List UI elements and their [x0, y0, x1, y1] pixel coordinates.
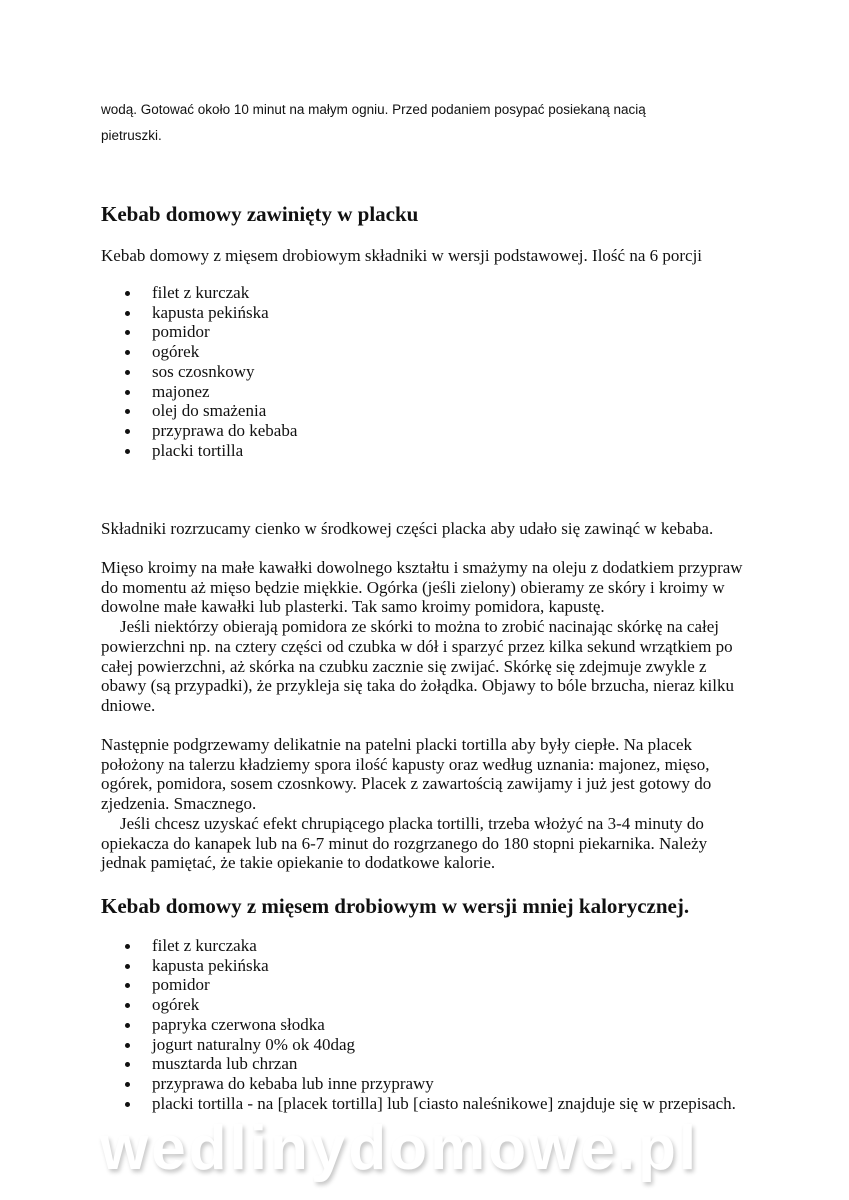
list-item-text: musztarda lub chrzan: [152, 1054, 298, 1074]
list-item: [101, 303, 297, 323]
bullet-icon: [125, 964, 130, 969]
paragraph-1: [101, 519, 801, 539]
paragraph-2: [101, 558, 801, 716]
bullet-icon: [125, 390, 130, 395]
list-item: [101, 342, 297, 362]
list-item-text: kapusta pekińska: [152, 955, 269, 975]
bullet-icon: [125, 983, 130, 988]
bullet-icon: [125, 1043, 130, 1048]
text-line: dowolne małe kawałki lub plasterki. Tak samo kroimy pomidora, kapustę.: [101, 597, 605, 617]
ingredients-list-1: [101, 283, 297, 460]
list-item-text: majonez: [152, 381, 210, 401]
list-item-text: sos czosnkowy: [152, 361, 255, 381]
list-item-text: pomidor: [152, 322, 210, 342]
section2-heading: Kebab domowy z mięsem drobiowym w wersji mniej kalorycznej.: [101, 894, 690, 918]
list-item: [101, 382, 297, 402]
list-item: [101, 1094, 736, 1114]
text-line: wodą. Gotować około 10 minut na małym ogniu. Przed podaniem posypać posiekaną nacią: [101, 102, 646, 117]
text-line: położony na talerzu kładziemy spora ilość kapusty oraz według uznania: majonez, mięso,: [101, 754, 710, 774]
list-item-text: ogórek: [152, 342, 200, 362]
list-item: [101, 975, 736, 995]
bullet-icon: [125, 409, 130, 414]
text-line: dniowe.: [101, 695, 156, 715]
bullet-icon: [125, 1102, 130, 1107]
bullet-icon: [125, 291, 130, 296]
text-line: Składniki rozrzucamy cienko w środkowej części placka aby udało się zawinąć w kebaba.: [101, 519, 714, 538]
list-item-text: placki tortilla: [152, 440, 244, 460]
list-item: [101, 362, 297, 382]
list-item: [101, 421, 297, 441]
text-line: Mięso kroimy na małe kawałki dowolnego kształtu i smażymy na oleju z dodatkiem przypraw: [101, 558, 743, 577]
list-item-text: jogurt naturalny 0% ok 40dag: [152, 1034, 356, 1054]
list-item-text: ogórek: [152, 995, 200, 1015]
ingredients-list-2: [101, 936, 736, 1113]
list-item: [101, 995, 736, 1015]
text-line: Następnie podgrzewamy delikatnie na patelni placki tortilla aby były ciepłe. Na placek: [101, 735, 692, 754]
list-item-text: filet z kurczak: [152, 283, 250, 302]
bullet-icon: [125, 311, 130, 316]
text-line: ogórek, pomidora, sosem czosnkowy. Placek z zawartością zawijamy i już jest gotowy do: [101, 774, 712, 794]
list-item-text: olej do smażenia: [152, 401, 267, 421]
bullet-icon: [125, 350, 130, 355]
list-item-text: pomidor: [152, 975, 210, 995]
text-line: pietruszki.: [101, 128, 162, 143]
bullet-icon: [125, 429, 130, 434]
bullet-icon: [125, 1062, 130, 1067]
text-line: Jeśli niektórzy obierają pomidora ze skórki to można to zrobić nacinając skórkę na całej: [120, 617, 720, 637]
list-item: [101, 283, 297, 303]
section1-lead: [101, 246, 801, 266]
list-item: [101, 322, 297, 342]
list-item: [101, 1074, 736, 1094]
list-item-text: placki tortilla - na [placek tortilla] lub [ciasto naleśnikowe] znajduje się w przepisach.: [152, 1093, 736, 1113]
bullet-icon: [125, 1003, 130, 1008]
bullet-icon: [125, 1023, 130, 1028]
text-line: Kebab domowy z mięsem drobiowym składniki w wersji podstawowej. Ilość na 6 porcji: [101, 246, 703, 265]
list-item-text: kapusta pekińska: [152, 302, 269, 322]
list-item: [101, 441, 297, 461]
text-line: jednak pamiętać, że takie opiekanie to dodatkowe kalorie.: [101, 853, 496, 873]
text-line: Jeśli chcesz uzyskać efekt chrupiącego placka tortilli, trzeba włożyć na 3-4 minuty do: [120, 813, 704, 833]
text-line: zjedzenia. Smacznego.: [101, 794, 257, 814]
list-item: [101, 936, 736, 956]
bullet-icon: [125, 944, 130, 949]
bullet-icon: [125, 449, 130, 454]
paragraph-3: [101, 735, 801, 873]
watermark: wedlinydomowe.pl: [100, 1114, 700, 1183]
list-item: [101, 1035, 736, 1055]
text-line: opiekacza do kanapek lub na 6-7 minut do rozgrzanego do 180 stopni piekarnika. Należy: [101, 833, 708, 853]
list-item: [101, 1015, 736, 1035]
text-line: powierzchni np. na cztery części od czubka w dół i sparzyć przez kilka sekund wrzątkiem po: [101, 636, 733, 656]
text-line: całej powierzchni, aż skórka na czubku zacznie się zwijać. Skórkę się zdejmuje zwykle z: [101, 656, 707, 676]
list-item: [101, 956, 736, 976]
text-line: obawy (są przypadki), że przykleja się taka do żołądka. Objawy to bóle brzucha, nieraz kilku: [101, 676, 735, 696]
intro-tail-paragraph: [101, 97, 801, 149]
list-item-text: przyprawa do kebaba lub inne przyprawy: [152, 1073, 434, 1093]
bullet-icon: [125, 330, 130, 335]
section1-heading: Kebab domowy zawinięty w placku: [101, 202, 419, 226]
bullet-icon: [125, 1082, 130, 1087]
bullet-icon: [125, 370, 130, 375]
list-item: [101, 401, 297, 421]
list-item-text: przyprawa do kebaba: [152, 420, 298, 440]
list-item-text: papryka czerwona słodka: [152, 1014, 325, 1034]
list-item: [101, 1054, 736, 1074]
text-line: do momentu aż mięso będzie miękkie. Ogórka (jeśli zielony) obieramy ze skóry i kroimy w: [101, 577, 725, 597]
list-item-text: filet z kurczaka: [152, 936, 257, 955]
